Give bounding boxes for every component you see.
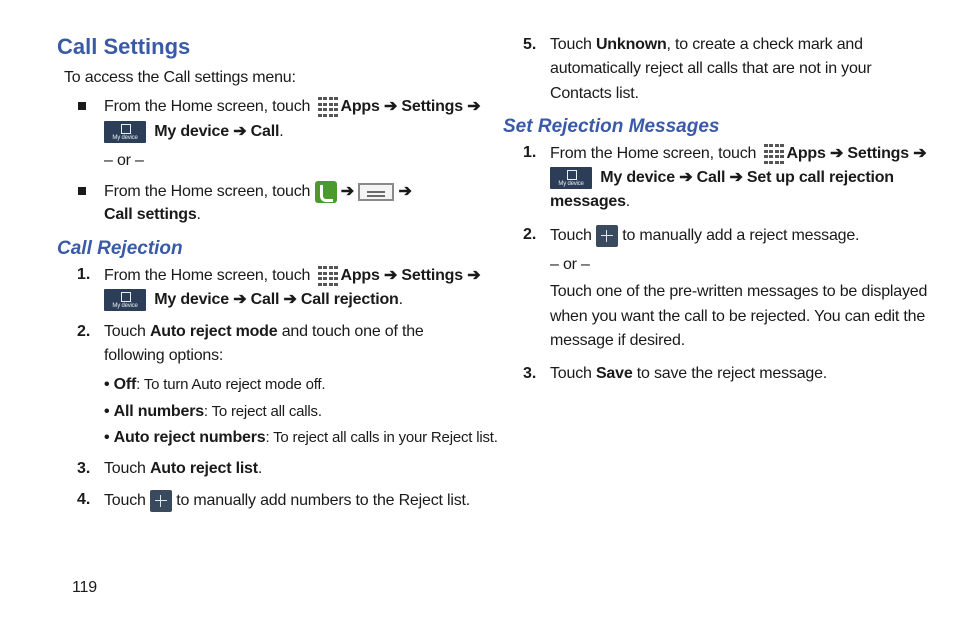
- my-device-icon: My device: [550, 167, 592, 189]
- my-device-icon: My device: [104, 289, 146, 311]
- bullet-square: [78, 187, 86, 195]
- option-auto-reject-numbers: • Auto reject numbers: To reject all calls in your Reject list.: [104, 429, 498, 446]
- bullet1-line2: My device My device ➔ Call.: [104, 121, 283, 143]
- bullet-square: [78, 102, 86, 110]
- bullet1-pre: From the Home screen, touch: [104, 98, 311, 116]
- call-rejection-heading: Call Rejection: [57, 238, 183, 259]
- page-title: Call Settings: [57, 34, 191, 59]
- phone-icon: [315, 181, 337, 203]
- sr-step3: Touch Save to save the reject message.: [550, 365, 828, 382]
- cr-step4: Touch to manually add numbers to the Reject list.: [104, 490, 470, 512]
- cr-step2-line2: following options:: [104, 347, 224, 364]
- cr-step2-line1: Touch Auto reject mode and touch one of the: [104, 323, 424, 340]
- step5-line1: Touch Unknown, to create a check mark and: [550, 36, 863, 53]
- step5-line2: automatically reject all calls that are not in your: [550, 60, 872, 77]
- call-settings-label: Call settings: [104, 206, 197, 223]
- plus-icon: [596, 225, 618, 247]
- option-all-numbers: • All numbers: To reject all calls.: [104, 403, 322, 420]
- page-number: 119: [72, 579, 97, 596]
- step-number: 2.: [523, 226, 537, 243]
- step-number: 3.: [77, 460, 91, 477]
- apps-label: Apps: [340, 98, 380, 116]
- cr-step1-line1: From the Home screen, touch Apps ➔ Settings ➔: [104, 265, 480, 287]
- option-off: • Off: To turn Auto reject mode off.: [104, 376, 326, 393]
- step5-line3: Contacts list.: [550, 85, 639, 102]
- sr-step1-line1: From the Home screen, touch Apps ➔ Settings ➔: [550, 143, 926, 165]
- sr-step2-alt1: Touch one of the pre-written messages to be displayed: [550, 283, 928, 300]
- step-number: 1.: [523, 144, 537, 161]
- arrow: ➔: [233, 123, 247, 141]
- bullet2-line2: Call settings.: [104, 206, 201, 223]
- or-separator: – or –: [550, 256, 590, 273]
- call-label: Call: [250, 123, 280, 141]
- arrow: ➔: [383, 98, 398, 116]
- bullet2-line1: From the Home screen, touch ➔ ➔: [104, 181, 412, 203]
- my-device-label: My device: [154, 123, 229, 141]
- cr-step3: Touch Auto reject list.: [104, 460, 263, 477]
- or-separator: – or –: [104, 152, 144, 169]
- sr-step2-alt3: message if desired.: [550, 332, 685, 349]
- step-number: 4.: [77, 491, 91, 508]
- step-number: 5.: [523, 36, 537, 53]
- plus-icon: [150, 490, 172, 512]
- menu-icon: [358, 183, 394, 201]
- set-rejection-heading: Set Rejection Messages: [503, 116, 720, 137]
- sr-step1-line2: My device My device ➔ Call ➔ Set up call rejection: [550, 167, 894, 189]
- arrow: ➔: [467, 98, 481, 116]
- apps-icon: [317, 96, 339, 118]
- apps-icon: [317, 265, 339, 287]
- step-number: 3.: [523, 365, 537, 382]
- step-number: 1.: [77, 266, 91, 283]
- my-device-icon: My device: [104, 121, 146, 143]
- settings-label: Settings: [401, 98, 463, 116]
- intro-text: To access the Call settings menu:: [64, 69, 296, 86]
- cr-step1-line2: My device My device ➔ Call ➔ Call rejection.: [104, 289, 403, 311]
- sr-step2-line1: Touch to manually add a reject message.: [550, 225, 859, 247]
- step-number: 2.: [77, 323, 91, 340]
- sr-step2-alt2: when you want the call to be rejected. You can edit the: [550, 308, 926, 325]
- bullet1-line1: [104, 96, 480, 118]
- apps-icon: [763, 143, 785, 165]
- sr-step1-line3: messages.: [550, 193, 631, 210]
